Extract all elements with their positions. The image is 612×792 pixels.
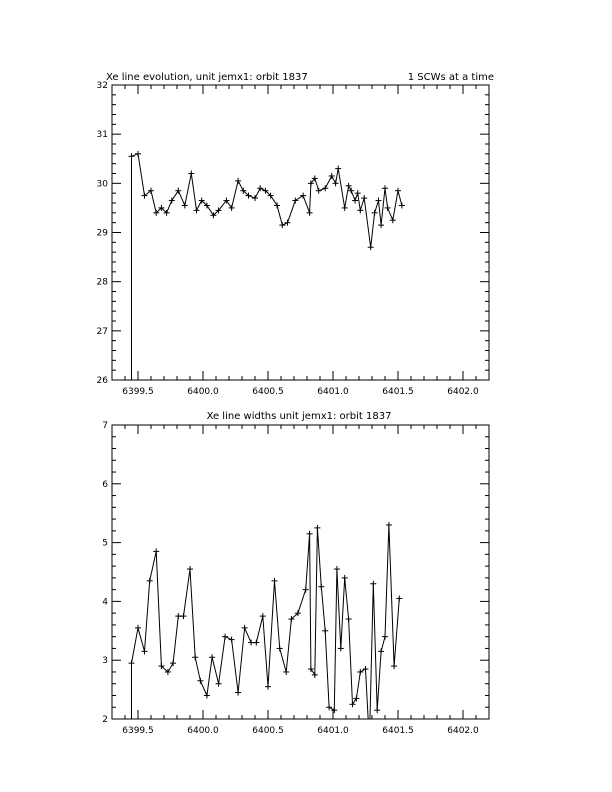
evolution-data-point [188, 171, 194, 177]
evolution-x-tick-label: 6401.0 [317, 387, 349, 397]
evolution-data-point [376, 198, 382, 204]
widths-x-minor-ticks [112, 425, 489, 719]
evolution-data-point [235, 178, 241, 184]
widths-data-point [312, 672, 318, 678]
widths-data-point [272, 578, 278, 584]
widths-data-point [170, 660, 176, 666]
widths-data-point [248, 640, 254, 646]
widths-y-minor-ticks [112, 425, 489, 719]
widths-data-point [342, 575, 348, 581]
widths-data-point [331, 707, 337, 713]
evolution-data-point [285, 220, 291, 226]
widths-data-point [129, 660, 135, 666]
widths-data-point [265, 684, 271, 690]
evolution-x-tick-label: 6400.0 [187, 387, 219, 397]
widths-data-point [235, 690, 241, 696]
evolution-x-tick-label: 6401.5 [382, 387, 414, 397]
widths-data-point [175, 613, 181, 619]
widths-data-point [303, 587, 309, 593]
widths-data-point [338, 645, 344, 651]
widths-data-point [391, 663, 397, 669]
evolution-panel [97, 72, 494, 397]
widths-x-tick-label: 6400.5 [252, 726, 284, 736]
widths-data-point [334, 566, 340, 572]
evolution-data-point [395, 188, 401, 194]
evolution-y-tick-label: 29 [96, 228, 108, 239]
widths-data-point [326, 704, 332, 710]
widths-data-point [308, 666, 314, 672]
evolution-data-group [129, 151, 405, 380]
evolution-y-tick-label: 27 [96, 326, 108, 337]
widths-data-point [135, 625, 141, 631]
evolution-y-tick-label: 28 [96, 277, 108, 288]
evolution-data-point [257, 185, 263, 191]
widths-data-point [229, 637, 235, 643]
evolution-y-tick-label: 32 [96, 81, 108, 91]
widths-data-point [283, 669, 289, 675]
widths-x-tick-label: 6401.0 [317, 726, 349, 736]
evolution-data-point [300, 193, 306, 199]
widths-data-point [357, 669, 363, 675]
widths-x-tick-label: 6402.0 [447, 726, 479, 736]
widths-data-point [181, 613, 187, 619]
widths-y-tick-label: 7 [102, 421, 108, 431]
evolution-x-tick-label: 6399.5 [122, 387, 154, 397]
evolution-data-point [292, 198, 298, 204]
widths-data-point [322, 628, 328, 634]
widths-data-point [366, 740, 372, 746]
widths-data-point [147, 578, 153, 584]
evolution-data-point [329, 173, 335, 179]
evolution-data-point [175, 188, 181, 194]
evolution-data-point [333, 180, 339, 186]
widths-data-point [370, 581, 376, 587]
evolution-data-point [279, 222, 285, 228]
evolution-data-point [352, 198, 358, 204]
evolution-data-point [194, 207, 200, 213]
evolution-data-point [182, 202, 188, 208]
evolution-data-point [307, 210, 313, 216]
widths-data-point [204, 692, 210, 698]
widths-data-group [129, 522, 403, 746]
evolution-data-point [357, 207, 363, 213]
evolution-data-point [355, 190, 361, 196]
widths-y-tick-label: 6 [102, 479, 108, 490]
widths-data-point [396, 595, 402, 601]
widths-data-point [153, 548, 159, 554]
evolution-data-point [382, 185, 388, 191]
widths-data-point [318, 584, 324, 590]
evolution-y-tick-label: 26 [96, 376, 108, 386]
evolution-plot-frame [112, 85, 489, 380]
evolution-y-tick-label: 30 [96, 179, 108, 190]
evolution-x-tick-label: 6402.0 [447, 387, 479, 397]
widths-data-point [253, 640, 259, 646]
evolution-x-minor-ticks [112, 85, 489, 380]
widths-y-tick-label: 2 [102, 715, 108, 725]
widths-data-point [382, 634, 388, 640]
evolution-data-point [342, 205, 348, 211]
evolution-data-point [135, 151, 141, 157]
widths-plot-frame [112, 425, 489, 719]
evolution-data-point [129, 153, 135, 159]
evolution-annotation: 1 SCWs at a time [407, 72, 494, 83]
evolution-data-point [169, 198, 175, 204]
widths-title: Xe line widths unit jemx1: orbit 1837 [206, 411, 392, 422]
widths-y-tick-label: 4 [102, 597, 108, 608]
widths-x-tick-label: 6401.5 [382, 726, 414, 736]
widths-data-point [307, 531, 313, 537]
widths-data-point [314, 525, 320, 531]
widths-data-point [192, 654, 198, 660]
widths-data-point [378, 648, 384, 654]
evolution-data-point [372, 210, 378, 216]
evolution-data-point [399, 202, 405, 208]
widths-data-point [187, 566, 193, 572]
evolution-data-point [361, 195, 367, 201]
widths-series-line [132, 525, 400, 743]
evolution-y-minor-ticks [112, 85, 489, 380]
evolution-data-point [368, 244, 374, 250]
widths-data-point [353, 695, 359, 701]
widths-panel [102, 411, 489, 746]
evolution-data-point [252, 195, 258, 201]
evolution-data-point [229, 205, 235, 211]
evolution-x-tick-label: 6400.5 [252, 387, 284, 397]
evolution-title: Xe line evolution, unit jemx1: orbit 1837 [106, 72, 308, 83]
widths-data-point [142, 648, 148, 654]
widths-data-point [260, 613, 266, 619]
evolution-data-point [274, 202, 280, 208]
evolution-data-point [322, 185, 328, 191]
widths-data-point [386, 522, 392, 528]
widths-data-point [197, 678, 203, 684]
widths-data-point [346, 616, 352, 622]
evolution-y-tick-label: 31 [96, 130, 108, 141]
widths-data-point [277, 645, 283, 651]
widths-y-tick-label: 3 [102, 656, 108, 667]
evolution-data-point [378, 222, 384, 228]
widths-data-point [363, 666, 369, 672]
widths-data-point [350, 701, 356, 707]
widths-data-point [222, 634, 228, 640]
evolution-data-point [390, 217, 396, 223]
widths-data-point [242, 625, 248, 631]
widths-data-point [216, 681, 222, 687]
widths-x-tick-label: 6399.5 [122, 726, 154, 736]
evolution-data-point [335, 166, 341, 172]
evolution-data-point [385, 205, 391, 211]
widths-y-tick-label: 5 [102, 538, 108, 549]
widths-x-tick-label: 6400.0 [187, 726, 219, 736]
widths-data-point [374, 707, 380, 713]
widths-data-point [209, 654, 215, 660]
evolution-data-point [316, 188, 322, 194]
